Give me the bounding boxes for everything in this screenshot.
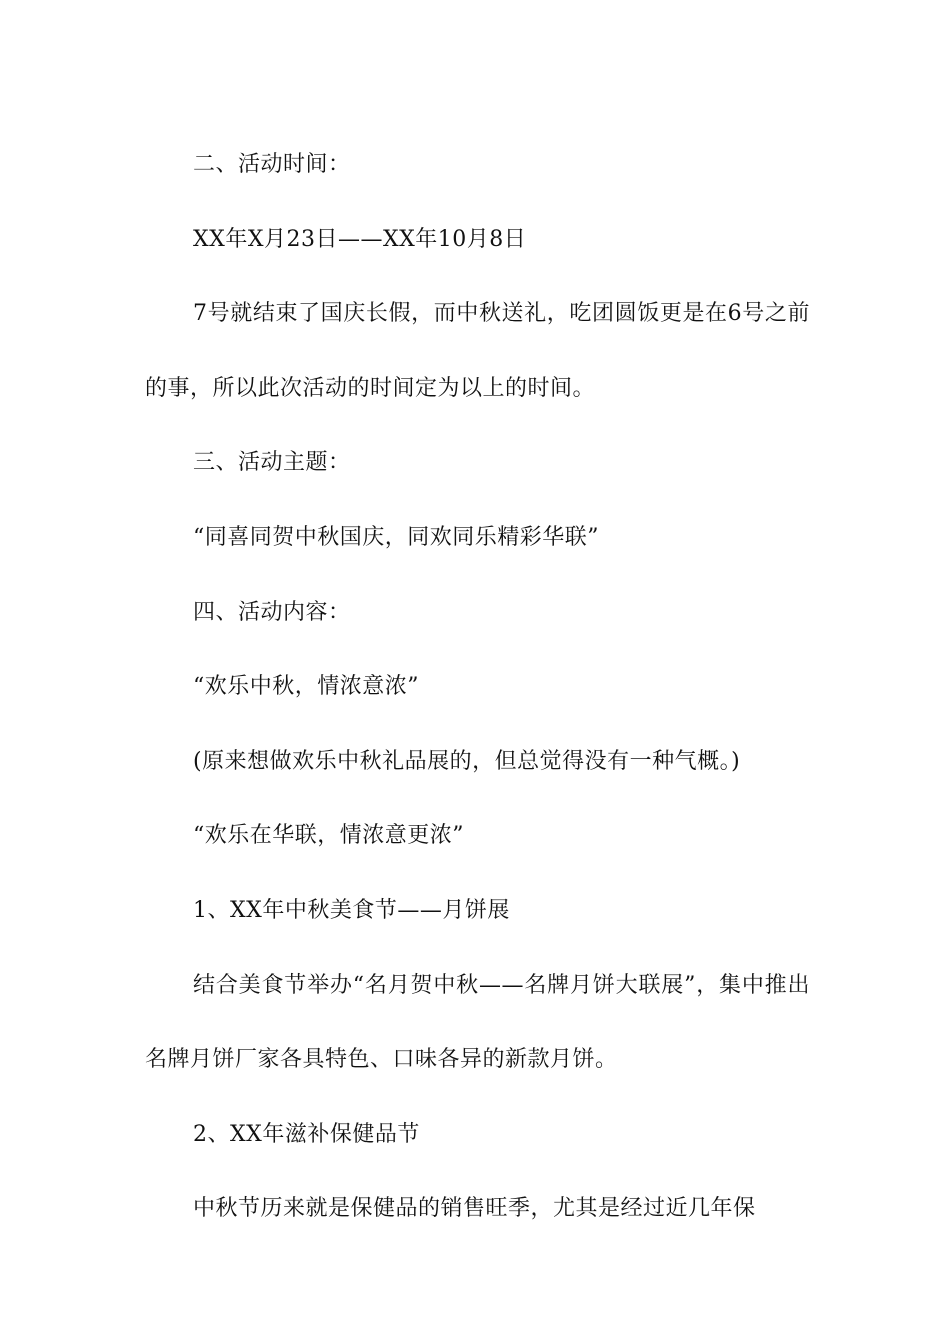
section-heading-activity-content: 四、活动内容： <box>193 599 351 625</box>
activity-date-range: XX年X月23日——XX年10月8日 <box>193 226 527 252</box>
section-heading-activity-time: 二、活动时间： <box>193 152 351 177</box>
section-heading-activity-theme: 三、活动主题： <box>193 450 351 476</box>
item-heading-mooncake-expo: 1、XX年中秋美食节——月饼展 <box>193 897 510 923</box>
paragraph-time-explanation: 7号就结束了国庆长假，而中秋送礼，吃团圆饭更是在6号之前的事，所以此次活动的时间定为以上的时间。 <box>145 301 810 401</box>
content-slogan-2: “欢乐在华联，情浓意更浓” <box>193 823 464 849</box>
paragraph-health-products: 中秋节历来就是保健品的销售旺季，尤其是经过近几年保 <box>193 1196 756 1222</box>
paragraph-mooncake-expo: 结合美食节举办“名月贺中秋——名牌月饼大联展”，集中推出名牌月饼厂家各具特色、口味各异的新款月饼。 <box>145 972 810 1073</box>
item-heading-health-products: 2、XX年滋补保健品节 <box>193 1121 420 1147</box>
activity-theme-slogan: “同喜同贺中秋国庆，同欢同乐精彩华联” <box>193 524 599 550</box>
document-body <box>145 128 810 1247</box>
content-slogan-1: “欢乐中秋，情浓意浓” <box>193 674 419 700</box>
content-note: (原来想做欢乐中秋礼品展的，但总觉得没有一种气概。) <box>193 748 741 774</box>
